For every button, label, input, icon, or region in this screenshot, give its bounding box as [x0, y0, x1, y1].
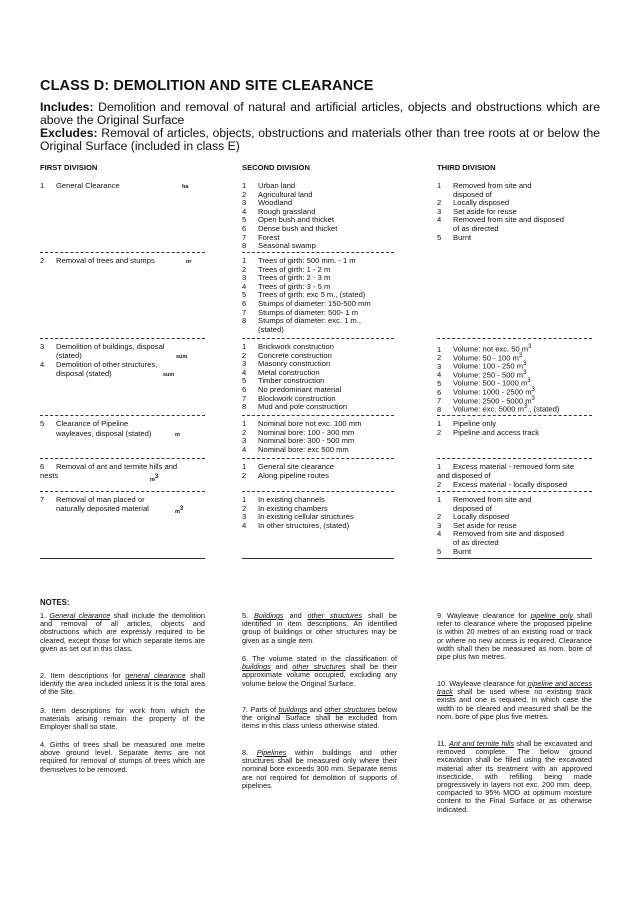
item-number: 1 [437, 495, 442, 504]
unit-ha: ha [182, 184, 189, 190]
item-number: 4 [437, 215, 442, 225]
division-item [242, 242, 316, 251]
second-division-heading: SECOND DIVISION [242, 163, 310, 172]
item-text: Woodland [258, 198, 293, 208]
item-text: Volume: 1000 - 2500 m [453, 387, 532, 397]
item-number: 5 [242, 215, 247, 225]
item-text: In existing channels [258, 495, 325, 504]
divider [40, 491, 205, 492]
item-text: Removed from site and [453, 181, 532, 190]
item-text: No predominant material [258, 385, 342, 394]
item-text: Rough grassland [258, 206, 316, 216]
note-11: 11. Ant and termite hills shall be excavated and removed complete. The below ground excavation shall be filled using the excavated material after its treatment with an approved insecticide, with refilling being made progressively in layers not exc. 200 mm. deep, compacted to 95% MOD at optimum moisture content to the Final Surface or as otherwise indicated. [437, 739, 592, 814]
item-number: 3 [242, 273, 247, 283]
division-item [242, 472, 329, 481]
divider [437, 338, 592, 339]
table-bottom-rule [437, 558, 592, 559]
note-9: 9. Wayleave clearance for pipeline only shall refer to clearance where the proposed pipeline is within 20 metres of an existing road or track or where no new access is required. Clearance width shall then be measured as nom. bore of pipe plus two metres. [437, 611, 592, 662]
unit-sum: sum [176, 354, 188, 360]
item-text: Volume: 100 - 250 m [453, 361, 524, 371]
item-text: (stated) [258, 324, 284, 334]
item-number: 7 [242, 393, 247, 403]
item-text: Masonry construction [258, 359, 331, 369]
item-number: 2 [242, 503, 247, 513]
cubic-superscript: 3 [531, 395, 535, 402]
divider [437, 458, 592, 459]
item-number: 5 [437, 546, 442, 556]
note-2: 2. Item descriptions for general clearance shall identify the area included unless it is the total area of the Site. [40, 671, 205, 697]
note-5: 5. Buildings and other structures shall be identified in item descriptions. An identified group of buildings or other structures may be given as a single item. [242, 611, 397, 645]
item-text: Volume: 2500 - 5000 m [453, 396, 532, 406]
item-number: 7 [242, 232, 247, 242]
item-number: 1 [242, 462, 247, 471]
division-item [242, 225, 337, 234]
item-text: Volume: 500 - 1000 m [453, 378, 528, 388]
cubic-superscript: 3 [531, 387, 535, 393]
divider [242, 415, 394, 416]
excludes-label: Excludes: [40, 126, 98, 140]
division-item [437, 548, 471, 557]
divider [437, 415, 592, 416]
item-number: 3 [242, 512, 247, 522]
item-text: Burnt [453, 232, 472, 242]
item-text: Urban land [258, 181, 296, 190]
first-item-2: 2 Removal of trees and stumps [40, 256, 155, 265]
item-text: Mud and pole construction [258, 402, 348, 412]
third-division-heading: THIRD DIVISION [437, 163, 496, 172]
third-item: 1 Excess material - removed form site [437, 462, 575, 471]
item-number: 6 [242, 299, 247, 308]
item-text: Locally disposed [453, 512, 510, 522]
item-text: Set aside for reuse [453, 520, 517, 530]
includes-label: Includes: [40, 100, 94, 114]
item-text: In existing chambers [258, 503, 328, 513]
item-number: 6 [437, 387, 442, 397]
item-text: Set aside for reuse [453, 206, 517, 216]
item-text: Nominal bore: exc 500 mm [258, 444, 349, 454]
first-item-3: 3 Demolition of buildings, disposal [40, 342, 165, 351]
item-text: Trees of girth: exc 5 m., (stated) [258, 290, 366, 300]
item-text: Volume: exc. 5000 m [453, 404, 524, 414]
item-text: Trees of girth: 500 mm. - 1 m [258, 256, 356, 265]
item-text: Dense bush and thicket [258, 224, 338, 233]
item-number: 3 [437, 520, 442, 530]
third-item-cont: and disposed of [437, 471, 491, 480]
first-item-4: 4 Demolition of other structures, [40, 360, 158, 369]
item-number: 8 [242, 402, 247, 412]
unit-nr: nr [186, 259, 192, 265]
item-text: Open bush and thicket [258, 215, 334, 225]
item-number: 4 [242, 367, 247, 377]
item-text: Blockwork construction [258, 393, 336, 403]
item-text: Pipeline and access track [453, 427, 540, 437]
item-text: of as directed [453, 224, 499, 233]
item-text: Nominal bore: 300 - 500 mm [258, 436, 355, 446]
item-text: Seasonal swamp [258, 241, 316, 251]
item-text: In existing cellular structures [258, 512, 354, 522]
item-number: 7 [242, 307, 247, 317]
item-number: 2 [437, 353, 442, 363]
cubic-superscript: 3 [527, 378, 531, 385]
note-8: 8. Pipelines within buildings and other structures shall be measured only where their nominal bore exceeds 300 mm. Separate items are not required for demolition of supports of pipelines. [242, 748, 398, 790]
item-number: 3 [437, 361, 442, 371]
item-text: Volume: 250 - 500 m [453, 370, 524, 380]
item-number: 2 [242, 470, 247, 480]
division-item [242, 403, 347, 412]
item-number: 1 [437, 344, 442, 354]
item-text: Agricultural land [258, 189, 313, 199]
item-number: 2 [242, 427, 247, 437]
first-item-6-cont: nests [40, 471, 59, 480]
item-text: Volume: not exc. 50 m [453, 344, 529, 354]
item-number: 7 [437, 396, 442, 406]
item-number: 5 [437, 232, 442, 242]
item-text: Along pipeline routes [258, 470, 329, 480]
item-number: 3 [242, 359, 247, 369]
division-item [437, 429, 539, 438]
item-text: disposed of [453, 189, 492, 199]
item-number: 2 [242, 350, 247, 360]
divider [242, 491, 394, 492]
item-text: Metal construction [258, 367, 320, 377]
item-number: 3 [242, 198, 247, 208]
item-number: 4 [437, 529, 442, 539]
first-item-6: 6 Removal of ant and termite hills and [40, 462, 178, 471]
item-text: Trees of girth: 2 - 3 m [258, 273, 331, 283]
page-title: CLASS D: DEMOLITION AND SITE CLEARANCE [40, 78, 374, 94]
divider [40, 458, 205, 459]
includes-text: Demolition and removal of natural and artificial articles, objects and obstructions which are above the Original Surface [40, 100, 600, 127]
item-number: 5 [437, 378, 442, 388]
item-number: 4 [437, 370, 442, 380]
third-item: 2 Excess material - locally disposed [437, 480, 567, 489]
item-text: Volume: 50 - 100 m [453, 353, 519, 363]
note-10: 10. Wayleave clearance for pipeline and access track shall be used where no existing track exists and one is required, in which case the width to be cleared and measured shall be the nom. bore of pipe plus five metres. [437, 679, 592, 721]
item-number: 2 [437, 512, 442, 522]
first-item-5-cont: wayleaves, disposal (stated) [56, 429, 152, 438]
item-number: 8 [242, 241, 247, 251]
note-6: 6. The volume stated in the classification of buildings and other structures shall be their approximate volume occupied, excluding any volume below the Original Surface. [242, 654, 397, 688]
divider [242, 252, 394, 253]
first-item-1: 1 General Clearance [40, 181, 120, 190]
note-1: 1. General clearance shall include the demolition and removal of all articles, objects and obstructions which are expressly required to be cleared, except those for which separate items are given as set out in this class. [40, 611, 205, 653]
cubic-superscript: 3 [523, 361, 527, 368]
excludes-paragraph [40, 127, 600, 153]
includes-paragraph [40, 101, 600, 127]
item-text: Nominal bore: 100 - 300 mm [258, 427, 355, 437]
unit-m3: $m^3$ [175, 506, 184, 515]
notes-heading: NOTES: [40, 598, 70, 607]
note-7: 7. Parts of buildings and other structures below the original Surface shall be excluded from items in this class unless otherwise stated. [242, 705, 397, 731]
item-number: 1 [437, 419, 442, 428]
item-number: 1 [437, 181, 442, 190]
divider [242, 458, 394, 459]
item-text: Nominal bore not exc. 100 mm [258, 419, 362, 428]
first-item-4-cont: disposal (stated) [56, 369, 112, 378]
item-text: Concrete construction [258, 350, 332, 360]
item-text: Removed from site and disposed [453, 529, 565, 539]
item-number: 1 [242, 256, 247, 265]
first-item-7-cont: naturally deposited material [56, 504, 149, 513]
note-4: 4. Girths of trees shall be measured one metre above ground level. Separate items are not required for removal of stumps of trees which are themselves to be removed. [40, 740, 205, 774]
item-text: Burnt [453, 546, 472, 556]
item-number: 5 [242, 376, 247, 386]
division-item [437, 403, 559, 414]
item-number: 6 [242, 224, 247, 233]
cubic-superscript: 3 [528, 344, 532, 350]
item-text: of as directed [453, 538, 499, 547]
cubic-superscript: 3 [518, 352, 523, 359]
cubic-superscript: 3 [523, 369, 527, 376]
item-number: 2 [437, 427, 442, 437]
divider [437, 491, 592, 492]
item-number: 1 [242, 419, 247, 428]
item-text: Brickwork construction [258, 342, 334, 351]
unit-m3: $m^3$ [150, 474, 159, 483]
item-text: Stumps of diameter: 150-500 mm [258, 299, 371, 308]
item-text: Pipeline only [453, 419, 497, 428]
item-text: Removed from site and disposed [453, 215, 565, 225]
item-number: 4 [242, 206, 247, 216]
division-item [242, 522, 349, 531]
item-number: 4 [242, 281, 247, 291]
unit-m: m [175, 432, 180, 438]
first-item-7: 7 Removal of man placed or [40, 495, 145, 504]
item-text: disposed of [453, 503, 492, 513]
table-bottom-rule [242, 558, 394, 559]
item-number: 8 [242, 316, 247, 326]
item-text: Trees of girth: 3 - 5 m [258, 281, 331, 291]
item-number: 1 [242, 495, 247, 504]
item-number: 4 [242, 444, 247, 454]
divider [242, 338, 394, 339]
cubic-superscript: 3 [523, 404, 528, 411]
item-text: Forest [258, 232, 280, 242]
item-text: Timber construction [258, 376, 325, 386]
first-item-3-cont: (stated) [56, 351, 82, 360]
item-number: 2 [242, 189, 247, 199]
item-text: Removed from site and [453, 495, 532, 504]
item-number: 5 [242, 290, 247, 300]
item-number: 2 [437, 198, 442, 208]
item-text: Stumps of diameter: exc. 1 m., [258, 316, 361, 326]
first-division-heading: FIRST DIVISION [40, 163, 98, 172]
item-number: 3 [437, 206, 442, 216]
unit-sum: sum [163, 372, 175, 378]
item-number: 1 [242, 342, 247, 351]
item-number: 8 [437, 404, 442, 414]
item-number: 1 [242, 181, 247, 190]
item-text: General site clearance [258, 462, 334, 471]
note-3: 3. Item descriptions for work from which the materials arising remain the property of the Employer shall so state. [40, 706, 205, 732]
divider [40, 252, 205, 253]
item-number: 6 [242, 385, 247, 394]
item-text: Trees of girth: 1 - 2 m [258, 264, 331, 274]
table-bottom-rule [40, 558, 205, 559]
first-item-5: 5 Clearance of Pipeline [40, 419, 129, 428]
division-item [437, 234, 471, 243]
item-number: 3 [242, 436, 247, 446]
item-number: 4 [242, 520, 247, 530]
item-text: Locally disposed [453, 198, 510, 208]
item-text: Stumps of diameter: 500- 1 m [258, 307, 359, 317]
item-text: In other structures, (stated) [258, 520, 350, 530]
excludes-text: Removal of articles, objects, obstructions and materials other than tree roots at or below the Original Surface (included in class E) [40, 126, 600, 153]
division-item-cont [242, 326, 284, 335]
item-number: 2 [242, 264, 247, 274]
division-item [242, 446, 349, 455]
divider [40, 338, 205, 339]
item-text: ., (stated) [527, 404, 560, 414]
divider [40, 415, 205, 416]
